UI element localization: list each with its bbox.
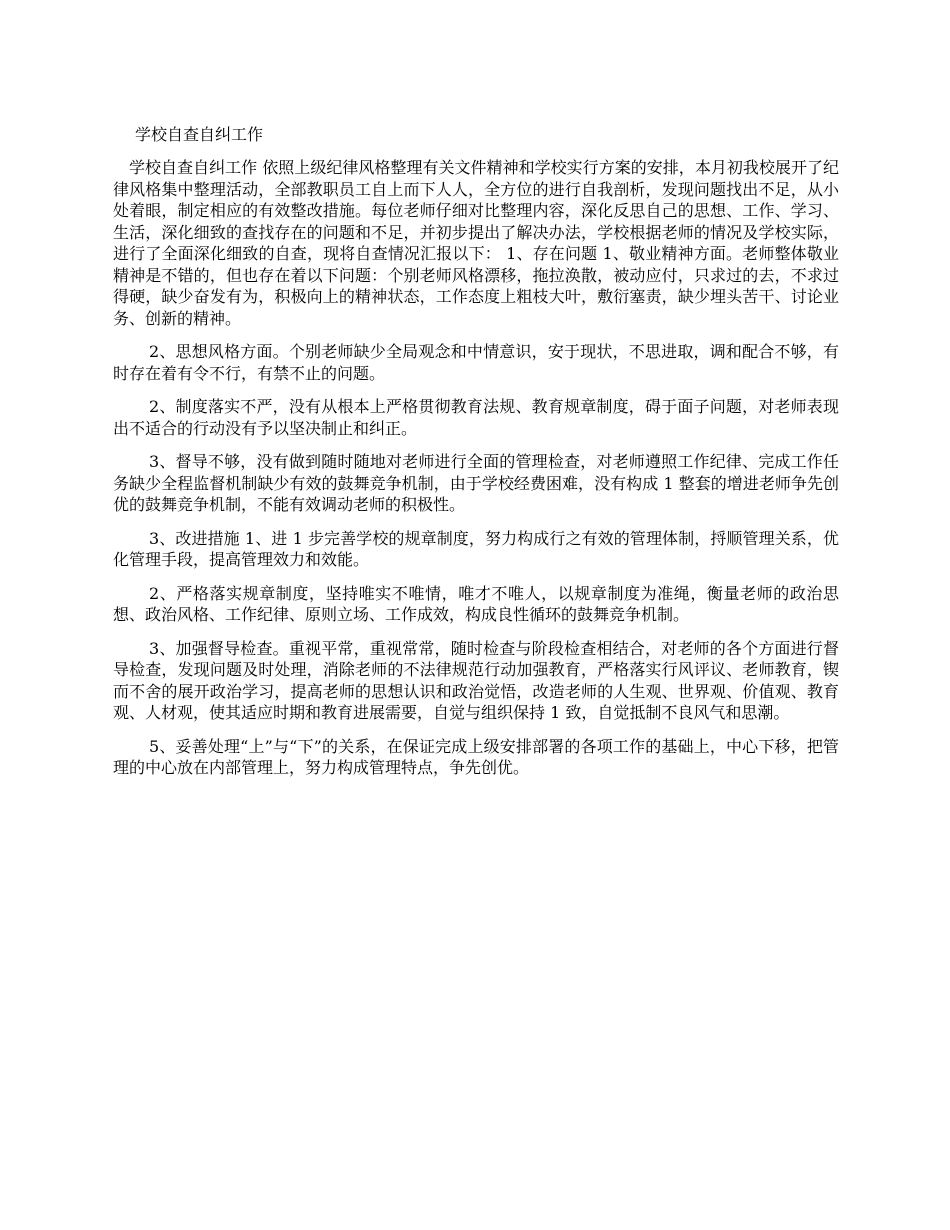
paragraph: 2、严格落实规章制度，坚持唯实不唯情，唯才不唯人，以规章制度为准绳，衡量老师的政治思想、政治风格、工作纪律、原则立场、工作成效，构成良性循环的鼓舞竞争机制。 bbox=[113, 583, 839, 624]
document-page bbox=[113, 124, 839, 791]
paragraph: 3、改进措施 1、进 1 步完善学校的规章制度，努力构成行之有效的管理体制，捋顺管理关系，优化管理手段，提高管理效力和效能。 bbox=[113, 528, 839, 569]
paragraph: 学校自查自纠工作 依照上级纪律风格整理有关文件精神和学校实行方案的安排，本月初我校展开了纪律风格集中整理活动，全部教职员工自上而下人人，全方位的进行自我剖析，发现问题找出不足，从小处着眼，制定相应的有效整改措施。每位老师仔细对比整理内容，深化反思自己的思想、工作、学习、生活，深化细致的查找存在的问题和不足，并初步提出了解决办法，学校根据老师的情况及学校实际，进行了全面深化细致的自查，现将自查情况汇报以下： 1、存在问题 1、敬业精神方面。老师整体敬业精神是不错的，但也存在着以下问题：个别老师风格漂移，拖拉涣散，被动应付，只求过的去，不求过得硬，缺少奋发有为，积极向上的精神状态，工作态度上粗枝大叶，敷衍塞责，缺少埋头苦干、讨论业务、创新的精神。 bbox=[113, 158, 839, 328]
paragraph: 3、加强督导检查。重视平常，重视常常，随时检查与阶段检查相结合，对老师的各个方面进行督导检查，发现问题及时处理，消除老师的不法律规范行动加强教育，严格落实行风评议、老师教育，锲而不舍的展开政治学习，提高老师的思想认识和政治觉悟，改造老师的人生观、世界观、价值观、教育观、人材观，使其适应时期和教育进展需要，自觉与组织保持 1 致，自觉抵制不良风气和思潮。 bbox=[113, 638, 839, 722]
paragraph: 5、妥善处理“上”与“下”的关系，在保证完成上级安排部署的各项工作的基础上，中心下移，把管理的中心放在内部管理上，努力构成管理特点，争先创优。 bbox=[113, 736, 839, 777]
paragraph: 3、督导不够，没有做到随时随地对老师进行全面的管理检查，对老师遵照工作纪律、完成工作任务缺少全程监督机制缺少有效的鼓舞竞争机制，由于学校经费困难，没有构成 1 整套的增进老师争先创优的鼓舞竞争机制，不能有效调动老师的积极性。 bbox=[113, 452, 839, 514]
paragraph: 2、制度落实不严，没有从根本上严格贯彻教育法规、教育规章制度，碍于面子问题，对老师表现出不适合的行动没有予以坚决制止和纠正。 bbox=[113, 397, 839, 438]
paragraph: 2、思想风格方面。个别老师缺少全局观念和中情意识，安于现状，不思进取，调和配合不够，有时存在着有令不行，有禁不止的问题。 bbox=[113, 342, 839, 383]
document-title: 学校自查自纠工作 bbox=[135, 125, 264, 144]
